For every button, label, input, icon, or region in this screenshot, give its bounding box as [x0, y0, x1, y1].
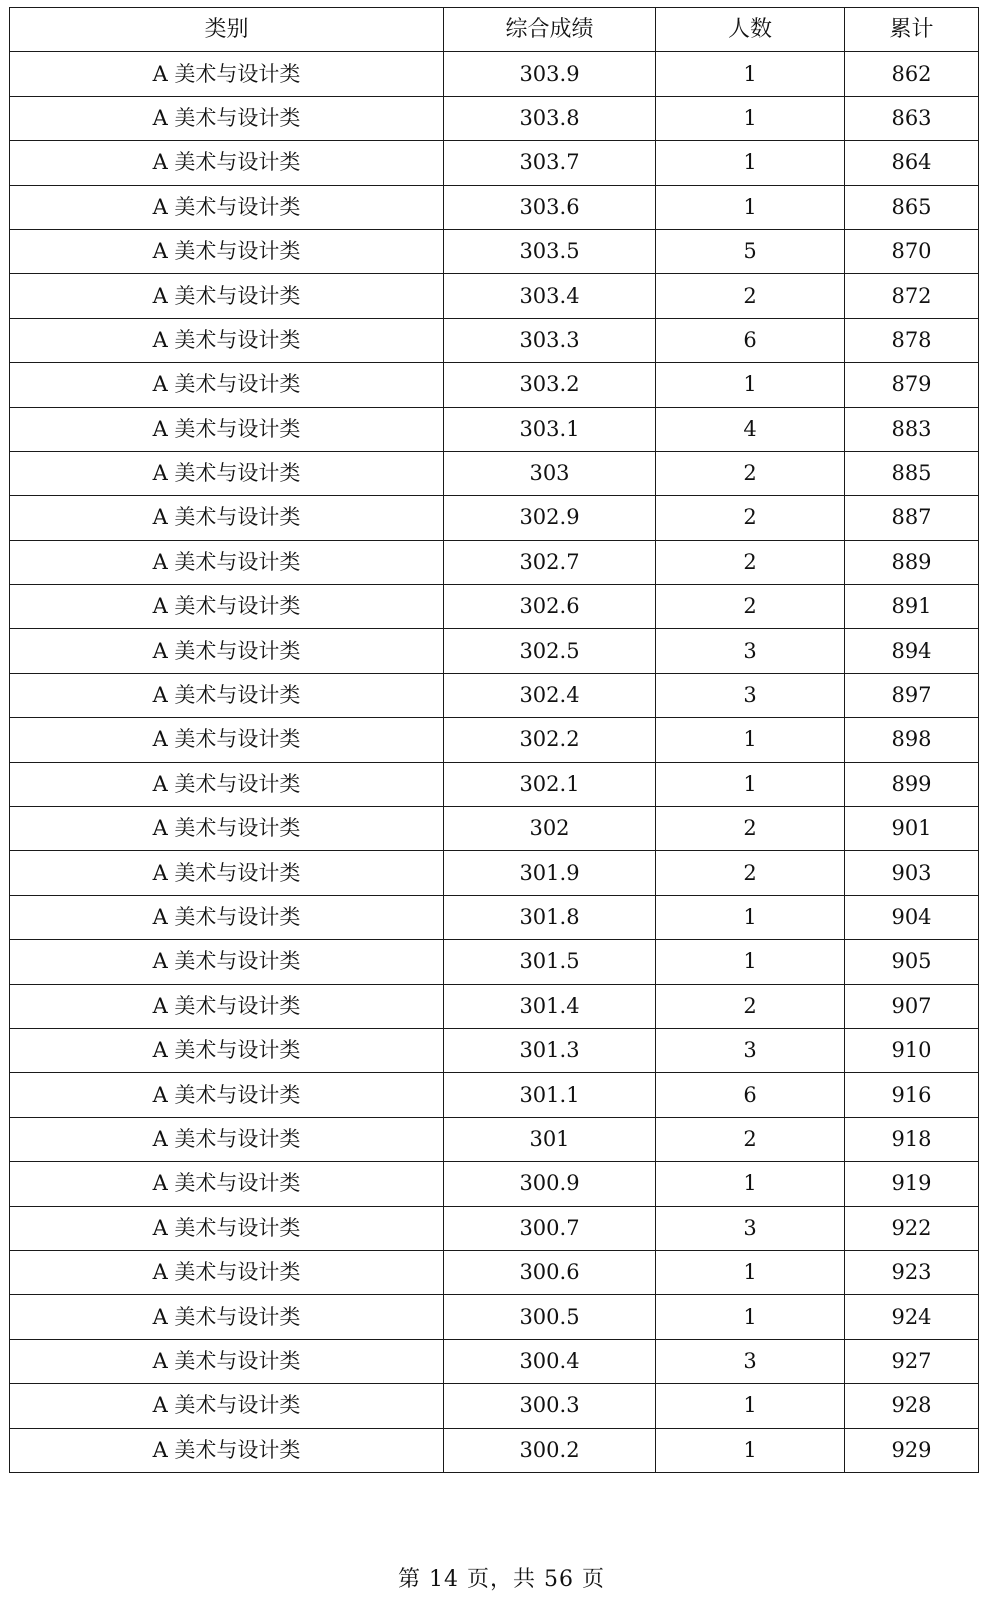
cell-cumulative: 864: [845, 141, 979, 185]
cell-cumulative: 907: [845, 984, 979, 1028]
cell-cumulative: 870: [845, 229, 979, 273]
header-category: 类别: [10, 8, 444, 52]
table-row: [10, 451, 979, 495]
cell-score: 300.6: [444, 1250, 656, 1294]
table-row: [10, 52, 979, 96]
cell-score: 302.9: [444, 496, 656, 540]
cell-score: 303.4: [444, 274, 656, 318]
cell-count: 1: [656, 718, 845, 762]
cell-score: 300.4: [444, 1339, 656, 1383]
cell-score: 300.5: [444, 1295, 656, 1339]
table-row: [10, 1339, 979, 1383]
cell-cumulative: 872: [845, 274, 979, 318]
cell-score: 303.9: [444, 52, 656, 96]
cell-cumulative: 889: [845, 540, 979, 584]
cell-category: A 美术与设计类: [10, 1117, 444, 1161]
cell-cumulative: 929: [845, 1428, 979, 1472]
cell-score: 300.9: [444, 1162, 656, 1206]
table-row: [10, 807, 979, 851]
cell-count: 1: [656, 1428, 845, 1472]
table-row: [10, 673, 979, 717]
cell-score: 302.5: [444, 629, 656, 673]
cell-count: 1: [656, 762, 845, 806]
table-row: [10, 1295, 979, 1339]
cell-category: A 美术与设计类: [10, 762, 444, 806]
cell-count: 2: [656, 540, 845, 584]
cell-count: 1: [656, 895, 845, 939]
table-row: [10, 407, 979, 451]
cell-cumulative: 879: [845, 363, 979, 407]
cell-category: A 美术与设计类: [10, 585, 444, 629]
table-row: [10, 851, 979, 895]
cell-category: A 美术与设计类: [10, 185, 444, 229]
cell-category: A 美术与设计类: [10, 318, 444, 362]
cell-category: A 美术与设计类: [10, 363, 444, 407]
cell-score: 301.4: [444, 984, 656, 1028]
cell-count: 1: [656, 141, 845, 185]
table-row: [10, 1073, 979, 1117]
cell-cumulative: 928: [845, 1384, 979, 1428]
cell-category: A 美术与设计类: [10, 274, 444, 318]
table-row: [10, 274, 979, 318]
cell-cumulative: 862: [845, 52, 979, 96]
table-row: [10, 1117, 979, 1161]
cell-count: 1: [656, 1162, 845, 1206]
cell-score: 300.3: [444, 1384, 656, 1428]
cell-score: 301: [444, 1117, 656, 1161]
cell-category: A 美术与设计类: [10, 540, 444, 584]
table-row: [10, 185, 979, 229]
cell-category: A 美术与设计类: [10, 629, 444, 673]
table-row: [10, 585, 979, 629]
cell-category: A 美术与设计类: [10, 1250, 444, 1294]
cell-count: 2: [656, 1117, 845, 1161]
cell-cumulative: 883: [845, 407, 979, 451]
cell-count: 2: [656, 451, 845, 495]
cell-score: 302.6: [444, 585, 656, 629]
table-row: [10, 718, 979, 762]
cell-score: 302.1: [444, 762, 656, 806]
cell-count: 2: [656, 496, 845, 540]
cell-cumulative: 894: [845, 629, 979, 673]
cell-count: 1: [656, 1250, 845, 1294]
cell-score: 301.3: [444, 1028, 656, 1072]
table-row: [10, 1028, 979, 1072]
cell-score: 303.7: [444, 141, 656, 185]
cell-cumulative: 899: [845, 762, 979, 806]
cell-score: 300.7: [444, 1206, 656, 1250]
cell-score: 303.5: [444, 229, 656, 273]
page-footer: 第 14 页，共 56 页: [398, 1567, 605, 1592]
table-row: [10, 540, 979, 584]
cell-cumulative: 901: [845, 807, 979, 851]
table-row: [10, 496, 979, 540]
cell-category: A 美术与设计类: [10, 1339, 444, 1383]
cell-count: 1: [656, 1384, 845, 1428]
table-row: [10, 229, 979, 273]
cell-cumulative: 918: [845, 1117, 979, 1161]
cell-count: 2: [656, 585, 845, 629]
cell-count: 6: [656, 1073, 845, 1117]
cell-cumulative: 927: [845, 1339, 979, 1383]
cell-cumulative: 924: [845, 1295, 979, 1339]
table-row: [10, 141, 979, 185]
cell-category: A 美术与设计类: [10, 807, 444, 851]
cell-category: A 美术与设计类: [10, 52, 444, 96]
cell-score: 301.9: [444, 851, 656, 895]
cell-count: 3: [656, 1339, 845, 1383]
cell-score: 303.3: [444, 318, 656, 362]
table-row: [10, 762, 979, 806]
cell-category: A 美术与设计类: [10, 1206, 444, 1250]
table-row: [10, 363, 979, 407]
cell-count: 1: [656, 52, 845, 96]
cell-score: 302: [444, 807, 656, 851]
table-row: [10, 1384, 979, 1428]
header-score: 综合成绩: [444, 8, 656, 52]
cell-score: 302.7: [444, 540, 656, 584]
cell-category: A 美术与设计类: [10, 940, 444, 984]
table-row: [10, 1206, 979, 1250]
table-header-row: [10, 8, 979, 52]
cell-score: 301.1: [444, 1073, 656, 1117]
cell-cumulative: 898: [845, 718, 979, 762]
cell-count: 3: [656, 1028, 845, 1072]
cell-cumulative: 904: [845, 895, 979, 939]
header-count: 人数: [656, 8, 845, 52]
cell-count: 1: [656, 1295, 845, 1339]
cell-cumulative: 903: [845, 851, 979, 895]
cell-cumulative: 891: [845, 585, 979, 629]
cell-count: 1: [656, 185, 845, 229]
table-row: [10, 895, 979, 939]
cell-category: A 美术与设计类: [10, 451, 444, 495]
cell-score: 303: [444, 451, 656, 495]
cell-cumulative: 905: [845, 940, 979, 984]
cell-cumulative: 885: [845, 451, 979, 495]
cell-category: A 美术与设计类: [10, 1295, 444, 1339]
cell-cumulative: 922: [845, 1206, 979, 1250]
cell-count: 6: [656, 318, 845, 362]
cell-category: A 美术与设计类: [10, 1384, 444, 1428]
cell-category: A 美术与设计类: [10, 141, 444, 185]
cell-category: A 美术与设计类: [10, 673, 444, 717]
cell-cumulative: 916: [845, 1073, 979, 1117]
cell-count: 2: [656, 984, 845, 1028]
cell-category: A 美术与设计类: [10, 1028, 444, 1072]
cell-score: 301.8: [444, 895, 656, 939]
table-row: [10, 1162, 979, 1206]
cell-cumulative: 865: [845, 185, 979, 229]
cell-category: A 美术与设计类: [10, 851, 444, 895]
header-cumulative: 累计: [845, 8, 979, 52]
cell-count: 1: [656, 363, 845, 407]
cell-score: 302.4: [444, 673, 656, 717]
cell-score: 303.8: [444, 96, 656, 140]
table-row: [10, 1428, 979, 1472]
cell-category: A 美术与设计类: [10, 96, 444, 140]
cell-count: 1: [656, 940, 845, 984]
cell-count: 2: [656, 274, 845, 318]
cell-category: A 美术与设计类: [10, 229, 444, 273]
cell-category: A 美术与设计类: [10, 407, 444, 451]
table-body: [10, 52, 979, 1473]
cell-score: 303.1: [444, 407, 656, 451]
cell-score: 300.2: [444, 1428, 656, 1472]
cell-category: A 美术与设计类: [10, 1428, 444, 1472]
table-row: [10, 96, 979, 140]
cell-category: A 美术与设计类: [10, 718, 444, 762]
cell-count: 3: [656, 673, 845, 717]
cell-count: 1: [656, 96, 845, 140]
cell-count: 2: [656, 807, 845, 851]
score-table: [9, 7, 979, 1473]
cell-cumulative: 863: [845, 96, 979, 140]
cell-score: 302.2: [444, 718, 656, 762]
cell-score: 303.6: [444, 185, 656, 229]
cell-count: 3: [656, 1206, 845, 1250]
cell-count: 2: [656, 851, 845, 895]
table-row: [10, 318, 979, 362]
cell-category: A 美术与设计类: [10, 895, 444, 939]
table-row: [10, 940, 979, 984]
cell-cumulative: 878: [845, 318, 979, 362]
cell-cumulative: 897: [845, 673, 979, 717]
table-row: [10, 1250, 979, 1294]
cell-cumulative: 887: [845, 496, 979, 540]
cell-cumulative: 919: [845, 1162, 979, 1206]
cell-count: 3: [656, 629, 845, 673]
cell-category: A 美术与设计类: [10, 1073, 444, 1117]
cell-cumulative: 910: [845, 1028, 979, 1072]
cell-category: A 美术与设计类: [10, 1162, 444, 1206]
cell-category: A 美术与设计类: [10, 496, 444, 540]
cell-count: 4: [656, 407, 845, 451]
cell-cumulative: 923: [845, 1250, 979, 1294]
table-row: [10, 984, 979, 1028]
cell-score: 303.2: [444, 363, 656, 407]
table-row: [10, 629, 979, 673]
cell-count: 5: [656, 229, 845, 273]
cell-score: 301.5: [444, 940, 656, 984]
cell-category: A 美术与设计类: [10, 984, 444, 1028]
